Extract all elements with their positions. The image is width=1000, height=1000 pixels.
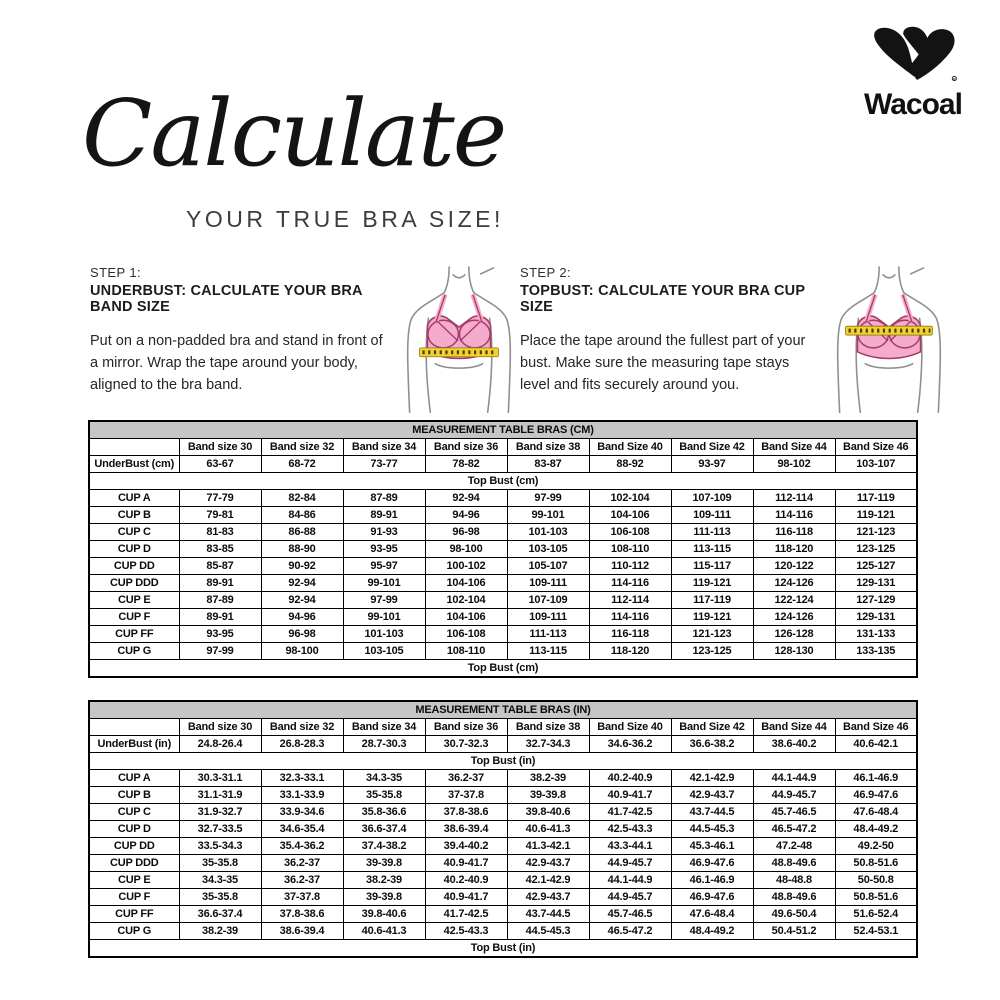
cup-label: CUP FF (89, 906, 179, 923)
measurement-cell: 114-116 (753, 507, 835, 524)
measurement-cell: 104-106 (425, 609, 507, 626)
band-size-header: Band Size 40 (589, 719, 671, 736)
top-bust-footer: Top Bust (cm) (89, 660, 917, 678)
band-size-header: Band size 34 (343, 439, 425, 456)
measurement-cell: 35.4-36.2 (261, 838, 343, 855)
measurement-cell: 133-135 (835, 643, 917, 660)
page-title-script: Calculate (82, 80, 506, 187)
underbust-value: 78-82 (425, 456, 507, 473)
band-size-header: Band size 38 (507, 439, 589, 456)
measurement-cell: 90-92 (261, 558, 343, 575)
measurement-cell: 85-87 (179, 558, 261, 575)
corner-cell (89, 719, 179, 736)
measurement-cell: 119-121 (835, 507, 917, 524)
measurement-cell: 37-37.8 (425, 787, 507, 804)
measurement-cell: 108-110 (589, 541, 671, 558)
brand-logo (848, 26, 978, 120)
corner-cell (89, 439, 179, 456)
measurement-cell: 47.6-48.4 (671, 906, 753, 923)
measurement-cell: 44.9-45.7 (589, 889, 671, 906)
underbust-value: 88-92 (589, 456, 671, 473)
measurement-cell: 33.1-33.9 (261, 787, 343, 804)
band-size-header: Band Size 44 (753, 719, 835, 736)
measurement-cell: 42.9-43.7 (671, 787, 753, 804)
measurement-cell: 83-85 (179, 541, 261, 558)
measurement-cell: 126-128 (753, 626, 835, 643)
measurement-cell: 91-93 (343, 524, 425, 541)
measurement-cell: 125-127 (835, 558, 917, 575)
measurement-cell: 33.9-34.6 (261, 804, 343, 821)
measurement-cell: 40.9-41.7 (425, 889, 507, 906)
measurement-cell: 95-97 (343, 558, 425, 575)
measurement-cell: 102-104 (589, 490, 671, 507)
measurement-cell: 40.2-40.9 (589, 770, 671, 787)
measurement-cell: 127-129 (835, 592, 917, 609)
underbust-value: 93-97 (671, 456, 753, 473)
measurement-table-in (88, 700, 918, 958)
cup-label: CUP D (89, 821, 179, 838)
measurement-cell: 109-111 (507, 575, 589, 592)
measurement-cell: 89-91 (343, 507, 425, 524)
measurement-cell: 101-103 (343, 626, 425, 643)
band-size-header: Band Size 40 (589, 439, 671, 456)
underbust-value: 73-77 (343, 456, 425, 473)
topbust-measure-illustration (828, 265, 950, 413)
measurement-cell: 81-83 (179, 524, 261, 541)
measurement-cell: 114-116 (589, 575, 671, 592)
measurement-cell: 110-112 (589, 558, 671, 575)
measurement-cell: 33.5-34.3 (179, 838, 261, 855)
top-bust-header: Top Bust (cm) (89, 473, 917, 490)
measurement-cell: 36.6-37.4 (179, 906, 261, 923)
measurement-cell: 35-35.8 (343, 787, 425, 804)
measurement-cell: 36.6-37.4 (343, 821, 425, 838)
underbust-measure-illustration (398, 265, 520, 413)
measurement-cell: 50-50.8 (835, 872, 917, 889)
measurement-cell: 37.8-38.6 (425, 804, 507, 821)
measurement-cell: 34.6-35.4 (261, 821, 343, 838)
measurement-cell: 46.5-47.2 (753, 821, 835, 838)
band-size-header: Band Size 46 (835, 439, 917, 456)
cup-label: CUP FF (89, 626, 179, 643)
measurement-cell: 92-94 (425, 490, 507, 507)
underbust-value: 26.8-28.3 (261, 736, 343, 753)
measurement-cell: 93-95 (343, 541, 425, 558)
measurement-cell: 48.4-49.2 (671, 923, 753, 940)
measurement-cell: 123-125 (835, 541, 917, 558)
cup-label: CUP F (89, 609, 179, 626)
measurement-cell: 129-131 (835, 609, 917, 626)
cup-label: CUP D (89, 541, 179, 558)
measurement-cell: 102-104 (425, 592, 507, 609)
measurement-cell: 45.7-46.5 (589, 906, 671, 923)
measurement-cell: 124-126 (753, 575, 835, 592)
measurement-cell: 111-113 (507, 626, 589, 643)
band-size-header: Band size 38 (507, 719, 589, 736)
measurement-cell: 40.6-41.3 (507, 821, 589, 838)
measurement-cell: 89-91 (179, 609, 261, 626)
measurement-cell: 113-115 (671, 541, 753, 558)
cup-label: CUP C (89, 804, 179, 821)
svg-text:R: R (952, 76, 956, 82)
measurement-cell: 100-102 (425, 558, 507, 575)
measurement-cell: 120-122 (753, 558, 835, 575)
measurement-cell: 44.1-44.9 (753, 770, 835, 787)
band-size-header: Band Size 44 (753, 439, 835, 456)
measurement-cell: 35.8-36.6 (343, 804, 425, 821)
measurement-cell: 107-109 (507, 592, 589, 609)
band-size-header: Band Size 42 (671, 439, 753, 456)
band-size-header: Band size 36 (425, 439, 507, 456)
underbust-value: 24.8-26.4 (179, 736, 261, 753)
measurement-cell: 40.9-41.7 (425, 855, 507, 872)
underbust-value: 36.6-38.2 (671, 736, 753, 753)
underbust-value: 38.6-40.2 (753, 736, 835, 753)
step-2-label: STEP 2: (520, 265, 571, 280)
cup-label: CUP F (89, 889, 179, 906)
measurement-cell: 99-101 (343, 609, 425, 626)
measurement-cell: 117-119 (671, 592, 753, 609)
measurement-cell: 97-99 (179, 643, 261, 660)
measurement-cell: 39-39.8 (507, 787, 589, 804)
measurement-cell: 46.9-47.6 (671, 889, 753, 906)
cup-label: CUP A (89, 490, 179, 507)
measurement-cell: 42.9-43.7 (507, 889, 589, 906)
measurement-cell: 36.2-37 (261, 872, 343, 889)
measurement-cell: 114-116 (589, 609, 671, 626)
measurement-cell: 42.1-42.9 (671, 770, 753, 787)
measurement-cell: 96-98 (425, 524, 507, 541)
measurement-cell: 44.9-45.7 (589, 855, 671, 872)
measurement-cell: 36.2-37 (261, 855, 343, 872)
measurement-cell: 94-96 (261, 609, 343, 626)
measurement-cell: 112-114 (753, 490, 835, 507)
measurement-cell: 94-96 (425, 507, 507, 524)
measurement-cell: 44.5-45.3 (671, 821, 753, 838)
measuring-tape-graphic (420, 348, 499, 357)
measurement-cell: 40.9-41.7 (589, 787, 671, 804)
measurement-cell: 39-39.8 (343, 889, 425, 906)
underbust-value: 83-87 (507, 456, 589, 473)
measurement-cell: 93-95 (179, 626, 261, 643)
measurement-cell: 36.2-37 (425, 770, 507, 787)
underbust-value: 98-102 (753, 456, 835, 473)
measurement-cell: 48-48.8 (753, 872, 835, 889)
measurement-cell: 111-113 (671, 524, 753, 541)
measurement-cell: 37.4-38.2 (343, 838, 425, 855)
cup-label: CUP E (89, 592, 179, 609)
measurement-cell: 40.2-40.9 (425, 872, 507, 889)
measurement-cell: 115-117 (671, 558, 753, 575)
measurement-cell: 97-99 (343, 592, 425, 609)
measurement-cell: 106-108 (589, 524, 671, 541)
band-size-header: Band size 34 (343, 719, 425, 736)
measurement-cell: 31.9-32.7 (179, 804, 261, 821)
step-1-label: STEP 1: (90, 265, 141, 280)
measurement-cell: 97-99 (507, 490, 589, 507)
measurement-cell: 48.8-49.6 (753, 889, 835, 906)
step-1-section (90, 265, 520, 413)
wacoal-bird-icon (867, 26, 959, 88)
step-2-description: Place the tape around the fullest part of your bust. Make sure the measuring tape stays level and fits securely around you. (520, 333, 806, 393)
measurement-cell: 48.8-49.6 (753, 855, 835, 872)
measurement-cell: 112-114 (589, 592, 671, 609)
band-size-header: Band size 30 (179, 719, 261, 736)
measurement-cell: 109-111 (507, 609, 589, 626)
underbust-value: 34.6-36.2 (589, 736, 671, 753)
measuring-tape-graphic (846, 326, 933, 335)
measurement-cell: 34.3-35 (343, 770, 425, 787)
measurement-cell: 118-120 (589, 643, 671, 660)
underbust-value: 68-72 (261, 456, 343, 473)
top-bust-footer: Top Bust (in) (89, 940, 917, 958)
measurement-cell: 87-89 (343, 490, 425, 507)
measurement-cell: 44.9-45.7 (753, 787, 835, 804)
measurement-cell: 123-125 (671, 643, 753, 660)
cup-label: CUP DD (89, 558, 179, 575)
measurement-cell: 46.9-47.6 (671, 855, 753, 872)
measurement-cell: 50.8-51.6 (835, 889, 917, 906)
measurement-cell: 44.1-44.9 (589, 872, 671, 889)
measurement-cell: 118-120 (753, 541, 835, 558)
measurement-cell: 116-118 (753, 524, 835, 541)
cup-label: CUP DDD (89, 855, 179, 872)
underbust-value: 63-67 (179, 456, 261, 473)
cup-label: CUP DDD (89, 575, 179, 592)
measurement-cell: 46.1-46.9 (671, 872, 753, 889)
table-title: MEASUREMENT TABLE BRAS (IN) (89, 701, 917, 719)
measurement-cell: 129-131 (835, 575, 917, 592)
measurement-cell: 101-103 (507, 524, 589, 541)
measurement-table-cm (88, 420, 918, 678)
measurement-cell: 79-81 (179, 507, 261, 524)
measurement-cell: 50.8-51.6 (835, 855, 917, 872)
measurement-cell: 103-105 (343, 643, 425, 660)
measurement-cell: 34.3-35 (179, 872, 261, 889)
step-2-section (520, 265, 950, 413)
band-size-header: Band size 32 (261, 439, 343, 456)
measurement-cell: 47.2-48 (753, 838, 835, 855)
underbust-value: 28.7-30.3 (343, 736, 425, 753)
measurement-cell: 107-109 (671, 490, 753, 507)
cup-label: CUP B (89, 507, 179, 524)
measurement-cell: 38.2-39 (179, 923, 261, 940)
measurement-cell: 32.3-33.1 (261, 770, 343, 787)
measurement-cell: 49.2-50 (835, 838, 917, 855)
cup-label: CUP G (89, 923, 179, 940)
measurement-cell: 99-101 (343, 575, 425, 592)
measurement-cell: 43.3-44.1 (589, 838, 671, 855)
measurement-cell: 45.3-46.1 (671, 838, 753, 855)
measurement-cell: 122-124 (753, 592, 835, 609)
measurement-cell: 92-94 (261, 592, 343, 609)
measurement-cell: 38.2-39 (343, 872, 425, 889)
measurement-cell: 46.1-46.9 (835, 770, 917, 787)
measurement-cell: 89-91 (179, 575, 261, 592)
underbust-value: 32.7-34.3 (507, 736, 589, 753)
band-size-header: Band size 30 (179, 439, 261, 456)
measurement-cell: 37-37.8 (261, 889, 343, 906)
cup-label: CUP C (89, 524, 179, 541)
measurement-cell: 39-39.8 (343, 855, 425, 872)
measurement-cell: 52.4-53.1 (835, 923, 917, 940)
measurement-cell: 106-108 (425, 626, 507, 643)
measurement-cell: 31.1-31.9 (179, 787, 261, 804)
measurement-cell: 42.5-43.3 (589, 821, 671, 838)
measurement-cell: 50.4-51.2 (753, 923, 835, 940)
underbust-value: 40.6-42.1 (835, 736, 917, 753)
step-1-title: UNDERBUST: CALCULATE YOUR BRA BAND SIZE (90, 283, 363, 315)
measurement-cell: 98-100 (425, 541, 507, 558)
measurement-cell: 49.6-50.4 (753, 906, 835, 923)
band-size-header: Band Size 46 (835, 719, 917, 736)
step-2-title: TOPBUST: CALCULATE YOUR BRA CUP SIZE (520, 283, 805, 315)
measurement-cell: 119-121 (671, 609, 753, 626)
measurement-cell: 92-94 (261, 575, 343, 592)
underbust-value: 30.7-32.3 (425, 736, 507, 753)
measurement-cell: 43.7-44.5 (507, 906, 589, 923)
measurement-cell: 104-106 (425, 575, 507, 592)
measurement-cell: 124-126 (753, 609, 835, 626)
measurement-cell: 117-119 (835, 490, 917, 507)
measurement-cell: 46.5-47.2 (589, 923, 671, 940)
band-size-header: Band size 32 (261, 719, 343, 736)
measurement-cell: 121-123 (671, 626, 753, 643)
measurement-cell: 38.6-39.4 (261, 923, 343, 940)
measurement-cell: 109-111 (671, 507, 753, 524)
band-size-header: Band size 36 (425, 719, 507, 736)
underbust-value: 103-107 (835, 456, 917, 473)
measurement-cell: 113-115 (507, 643, 589, 660)
measurement-cell: 38.2-39 (507, 770, 589, 787)
measurement-cell: 46.9-47.6 (835, 787, 917, 804)
measurement-cell: 119-121 (671, 575, 753, 592)
measurement-cell: 37.8-38.6 (261, 906, 343, 923)
measurement-cell: 104-106 (589, 507, 671, 524)
measurement-cell: 39.4-40.2 (425, 838, 507, 855)
measurement-cell: 35-35.8 (179, 889, 261, 906)
measurement-cell: 38.6-39.4 (425, 821, 507, 838)
measurement-cell: 43.7-44.5 (671, 804, 753, 821)
measurement-cell: 40.6-41.3 (343, 923, 425, 940)
measurement-cell: 30.3-31.1 (179, 770, 261, 787)
measurement-cell: 131-133 (835, 626, 917, 643)
top-bust-header: Top Bust (in) (89, 753, 917, 770)
cup-label: CUP A (89, 770, 179, 787)
measurement-cell: 47.6-48.4 (835, 804, 917, 821)
underbust-label: UnderBust (in) (89, 736, 179, 753)
page-subtitle: YOUR TRUE BRA SIZE! (186, 206, 504, 232)
measurement-cell: 32.7-33.5 (179, 821, 261, 838)
measurement-cell: 103-105 (507, 541, 589, 558)
measurement-cell: 116-118 (589, 626, 671, 643)
measurement-cell: 87-89 (179, 592, 261, 609)
measurement-cell: 42.5-43.3 (425, 923, 507, 940)
brand-wordmark: Wacoal (864, 88, 962, 121)
measurement-cell: 96-98 (261, 626, 343, 643)
measurement-cell: 88-90 (261, 541, 343, 558)
measurement-cell: 82-84 (261, 490, 343, 507)
measurement-cell: 42.9-43.7 (507, 855, 589, 872)
measurement-cell: 98-100 (261, 643, 343, 660)
measurement-cell: 108-110 (425, 643, 507, 660)
table-title: MEASUREMENT TABLE BRAS (CM) (89, 421, 917, 439)
cup-label: CUP B (89, 787, 179, 804)
measurement-cell: 41.3-42.1 (507, 838, 589, 855)
measurement-cell: 48.4-49.2 (835, 821, 917, 838)
measurement-cell: 128-130 (753, 643, 835, 660)
measurement-cell: 44.5-45.3 (507, 923, 589, 940)
measurement-cell: 42.1-42.9 (507, 872, 589, 889)
measurement-cell: 39.8-40.6 (507, 804, 589, 821)
band-size-header: Band Size 42 (671, 719, 753, 736)
measurement-cell: 77-79 (179, 490, 261, 507)
measurement-cell: 41.7-42.5 (589, 804, 671, 821)
measurement-cell: 51.6-52.4 (835, 906, 917, 923)
step-1-description: Put on a non-padded bra and stand in front of a mirror. Wrap the tape around your body, aligned to the bra band. (90, 333, 383, 393)
cup-label: CUP E (89, 872, 179, 889)
measurement-cell: 86-88 (261, 524, 343, 541)
measurement-cell: 121-123 (835, 524, 917, 541)
cup-label: CUP G (89, 643, 179, 660)
underbust-label: UnderBust (cm) (89, 456, 179, 473)
cup-label: CUP DD (89, 838, 179, 855)
measurement-cell: 105-107 (507, 558, 589, 575)
measurement-cell: 84-86 (261, 507, 343, 524)
measurement-cell: 45.7-46.5 (753, 804, 835, 821)
measurement-cell: 39.8-40.6 (343, 906, 425, 923)
measurement-cell: 41.7-42.5 (425, 906, 507, 923)
measurement-cell: 35-35.8 (179, 855, 261, 872)
measurement-cell: 99-101 (507, 507, 589, 524)
